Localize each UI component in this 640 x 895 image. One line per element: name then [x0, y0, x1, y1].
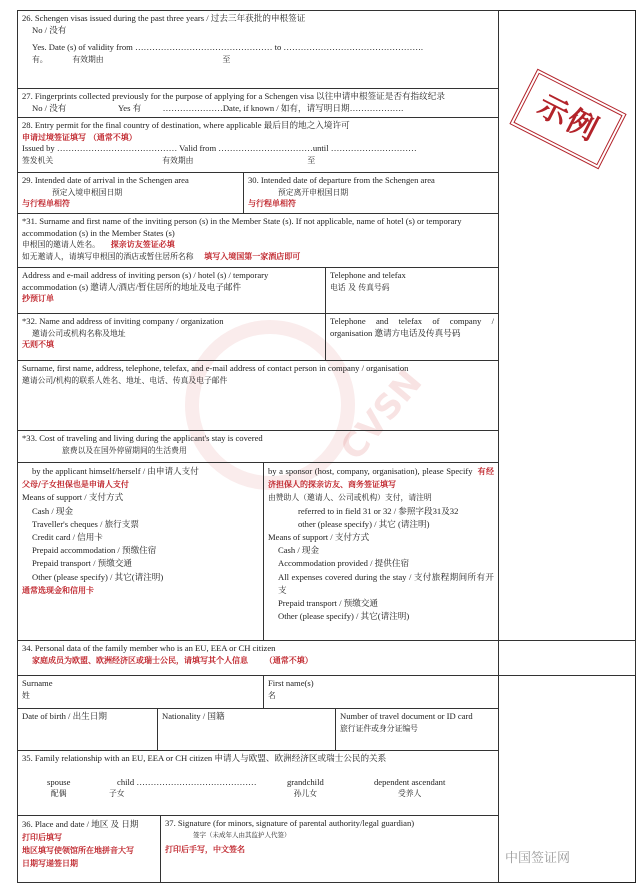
option-all-expenses[interactable]: All expenses covered during the stay / 支付旅程期间所有开支 [278, 571, 494, 595]
field-32-note: 无则不填 [22, 340, 54, 349]
option-sponsor-other[interactable]: other (please specify) / 其它 (请注明) [298, 518, 430, 529]
field-33 [17, 430, 499, 463]
field-33-title: *33. Cost of traveling and living during the applicant's stay is covered [22, 433, 263, 443]
sponsor-zh: 由赞助人（邀请人、公司或机构）支付，请注明 [268, 493, 432, 503]
field-32[interactable] [17, 313, 326, 361]
option-prepaid-accommodation[interactable]: Prepaid accommodation / 预缴住宿 [32, 545, 157, 556]
doc-label: Number of travel document or ID card [340, 711, 473, 721]
field-27-title: 27. Fingerprints collected previously for the purpose of applying for a Schengen visa 以往申请申根签证是否有指纹纪录 [22, 91, 445, 101]
field-37-zh: 签字（未成年人由其监护人代签） [193, 830, 291, 839]
option-credit-card[interactable]: Credit card / 信用卡 [32, 532, 103, 543]
means-label: Means of support / 支付方式 [22, 492, 124, 503]
field-26 [17, 10, 499, 89]
field-31-zh1: 申根国的邀请人姓名。 [22, 240, 100, 249]
field-31-note1: 探亲访友签证必填 [110, 240, 175, 249]
field-36-title: 36. Place and date / 地区 及 日期 [22, 819, 139, 829]
field-28-note: 申请过境签证填写 （通常不填） [22, 132, 137, 142]
sponsor-means-label: Means of support / 支付方式 [268, 532, 370, 543]
field-32-tel-title: Telephone and telefax of company / organisation 邀请方电话及传真号码 [330, 316, 494, 338]
field-26-title: 26. Schengen visas issued during the past three years / 过去三年获批的申根签证 [22, 13, 306, 23]
first-name-label: First name(s) [268, 678, 314, 688]
option-applicant[interactable]: by the applicant himself/herself / 由申请人支付 [32, 466, 199, 476]
grandchild-label: grandchild [287, 776, 324, 787]
option-yes[interactable]: Yes. Date (s) of validity from ………………………………………… to …………………………………………. [32, 42, 424, 52]
option-child[interactable] [97, 777, 257, 800]
field-33-applicant [17, 462, 264, 641]
field-first-name[interactable] [263, 675, 499, 709]
child-label: child …………………………………… [117, 776, 257, 787]
field-contact-person[interactable] [17, 360, 499, 431]
field-37-signature[interactable] [160, 815, 499, 883]
option-travellers-cheques[interactable]: Traveller's cheques / 旅行支票 [32, 518, 139, 529]
spouse-label: spouse [47, 776, 71, 787]
field-31-note2: 填写入境国第一家酒店即可 [204, 251, 301, 261]
field-34-note: 家庭成员为欧盟、欧洲经济区或瑞士公民，请填写其个人信息 （通常不填） [32, 655, 313, 665]
field-29-note: 与行程单相符 [22, 199, 70, 208]
nationality-label: Nationality / 国籍 [162, 711, 225, 721]
field-27 [17, 88, 499, 118]
first-name-zh: 名 [268, 690, 276, 700]
telephone-title: Telephone and telefax [330, 270, 406, 280]
field-28-line[interactable]: Issued by …………………………………… Valid from ……………………………until ………………………… [22, 143, 417, 153]
sponsor-note: 有经济担保人的探亲访友、商务签证填写 [268, 467, 495, 490]
field-31-title: *31. Surname and first name of the inviting person (s) in the Member State (s). If not applicable, name of hotel (s) or temporary accommodation (s) in the Member States (s) [22, 216, 462, 238]
option-cash[interactable]: Cash / 现金 [32, 505, 74, 516]
field-36-note-3: 日期写递签日期 [22, 859, 78, 868]
field-32-title: *32. Name and address of inviting company / organization [22, 316, 224, 326]
option-prepaid-transport[interactable]: Prepaid transport / 预缴交通 [32, 558, 133, 569]
field-33-zh: 旅费以及在国外停留期间的生活费用 [62, 445, 187, 455]
field-32-telephone[interactable] [325, 313, 499, 361]
field-36-note-2: 地区填写使领馆所在地拼音大写 [22, 846, 134, 855]
field-29-zh: 预定入境申根国日期 [52, 187, 123, 197]
field-30-title: 30. Intended date of departure from the Schengen area [248, 175, 435, 185]
surname-label: Surname [22, 678, 53, 688]
dependent-label: dependent ascendant [374, 776, 446, 787]
option-sponsor[interactable] [268, 465, 494, 491]
option-no[interactable]: No / 没有 [32, 24, 67, 35]
field-34 [17, 640, 636, 676]
option-spouse[interactable] [47, 777, 70, 800]
field-32-zh: 邀请公司或机构名称及地址 [32, 328, 126, 338]
watermark-text: CVSN [332, 362, 431, 469]
field-28-title: 28. Entry permit for the final country of destination, where applicable 最后目的地之入境许可 [22, 120, 350, 130]
field-surname[interactable] [17, 675, 264, 709]
option-sponsor-cash[interactable]: Cash / 现金 [278, 545, 320, 556]
field-29[interactable] [17, 172, 244, 214]
field-36[interactable] [17, 815, 161, 883]
address-title: Address and e-mail address of inviting person (s) / hotel (s) / temporary accommodation (s) 邀请人/酒店/暂住居所的地址及电子邮件 [22, 270, 269, 292]
option-sponsor-prepaid-transport[interactable]: Prepaid transport / 预缴交通 [278, 598, 379, 609]
field-35 [17, 750, 499, 816]
surname-zh: 姓 [22, 690, 30, 700]
child-zh: 子女 [109, 789, 125, 798]
field-31[interactable] [17, 213, 499, 268]
spouse-zh: 配偶 [50, 789, 67, 798]
option-other[interactable]: Other (please specify) / 其它(请注明) [32, 571, 164, 582]
option-yes-zh: 有。 有效期由 至 [32, 54, 231, 64]
field-35-title: 35. Family relationship with an EU, EEA or CH citizen 申请人与欧盟、欧洲经济区或瑞士公民的关系 [22, 753, 387, 763]
field-nationality[interactable] [157, 708, 336, 751]
field-29-title: 29. Intended date of arrival in the Schengen area [22, 175, 189, 185]
option-sponsor-other-means[interactable]: Other (please specify) / 其它(请注明) [278, 611, 410, 622]
field-30-note: 与行程单相符 [248, 199, 296, 208]
option-accommodation-provided[interactable]: Accommodation provided / 提供住宿 [278, 558, 410, 569]
field-travel-document[interactable] [335, 708, 499, 751]
contact-title: Surname, first name, address, telephone, telefax, and e-mail address of contact person in company / organisation [22, 363, 409, 373]
field-27-options[interactable]: No / 没有 Yes 有 …………………Date, if known / 如有，请写明日期………………. [32, 102, 404, 113]
dependent-zh: 受养人 [397, 789, 422, 798]
field-28-line-zh: 签发机关 有效期由 至 [22, 155, 316, 165]
option-referred[interactable]: referred to in field 31 or 32 / 参照字段31及32 [298, 505, 459, 516]
dob-label: Date of birth / 出生日期 [22, 711, 107, 721]
grandchild-zh: 孙儿女 [293, 789, 318, 798]
example-stamp: 示例 [509, 69, 626, 170]
option-grandchild[interactable] [287, 777, 324, 800]
doc-zh: 旅行证件或身分证编号 [340, 723, 418, 733]
applicant-note: 父母/子女担保也是申请人支付 [22, 480, 129, 490]
field-37-title: 37. Signature (for minors, signature of parental authority/legal guardian) [165, 818, 415, 828]
contact-zh: 邀请公司/机构的联系人姓名、地址、电话、传真及电子邮件 [22, 375, 228, 385]
field-date-of-birth[interactable] [17, 708, 158, 751]
field-28 [17, 117, 499, 173]
option-dependent-ascendant[interactable] [374, 777, 445, 800]
brand-watermark: 中国签证网 [505, 851, 571, 866]
field-30-zh: 预定离开申根国日期 [278, 187, 349, 197]
means-note: 通常选现金和信用卡 [22, 585, 94, 595]
field-30[interactable] [243, 172, 499, 214]
field-36-note-1: 打印后填写 [22, 833, 62, 842]
field-31-zh2: 如无邀请人，请填写申根国的酒店或暂住居所名称 [22, 251, 194, 261]
field-34-title: 34. Personal data of the family member who is an EU, EEA or CH citizen [22, 643, 276, 653]
field-37-note: 打印后手写，中文签名 [165, 845, 245, 854]
field-33-sponsor [263, 462, 499, 641]
field-telephone[interactable] [325, 267, 499, 314]
field-address[interactable] [17, 267, 326, 314]
telephone-zh: 电话 及 传真号码 [330, 282, 390, 292]
sponsor-label: by a sponsor (host, company, organisation), please Specify [268, 466, 473, 476]
address-note: 抄预订单 [22, 294, 54, 303]
